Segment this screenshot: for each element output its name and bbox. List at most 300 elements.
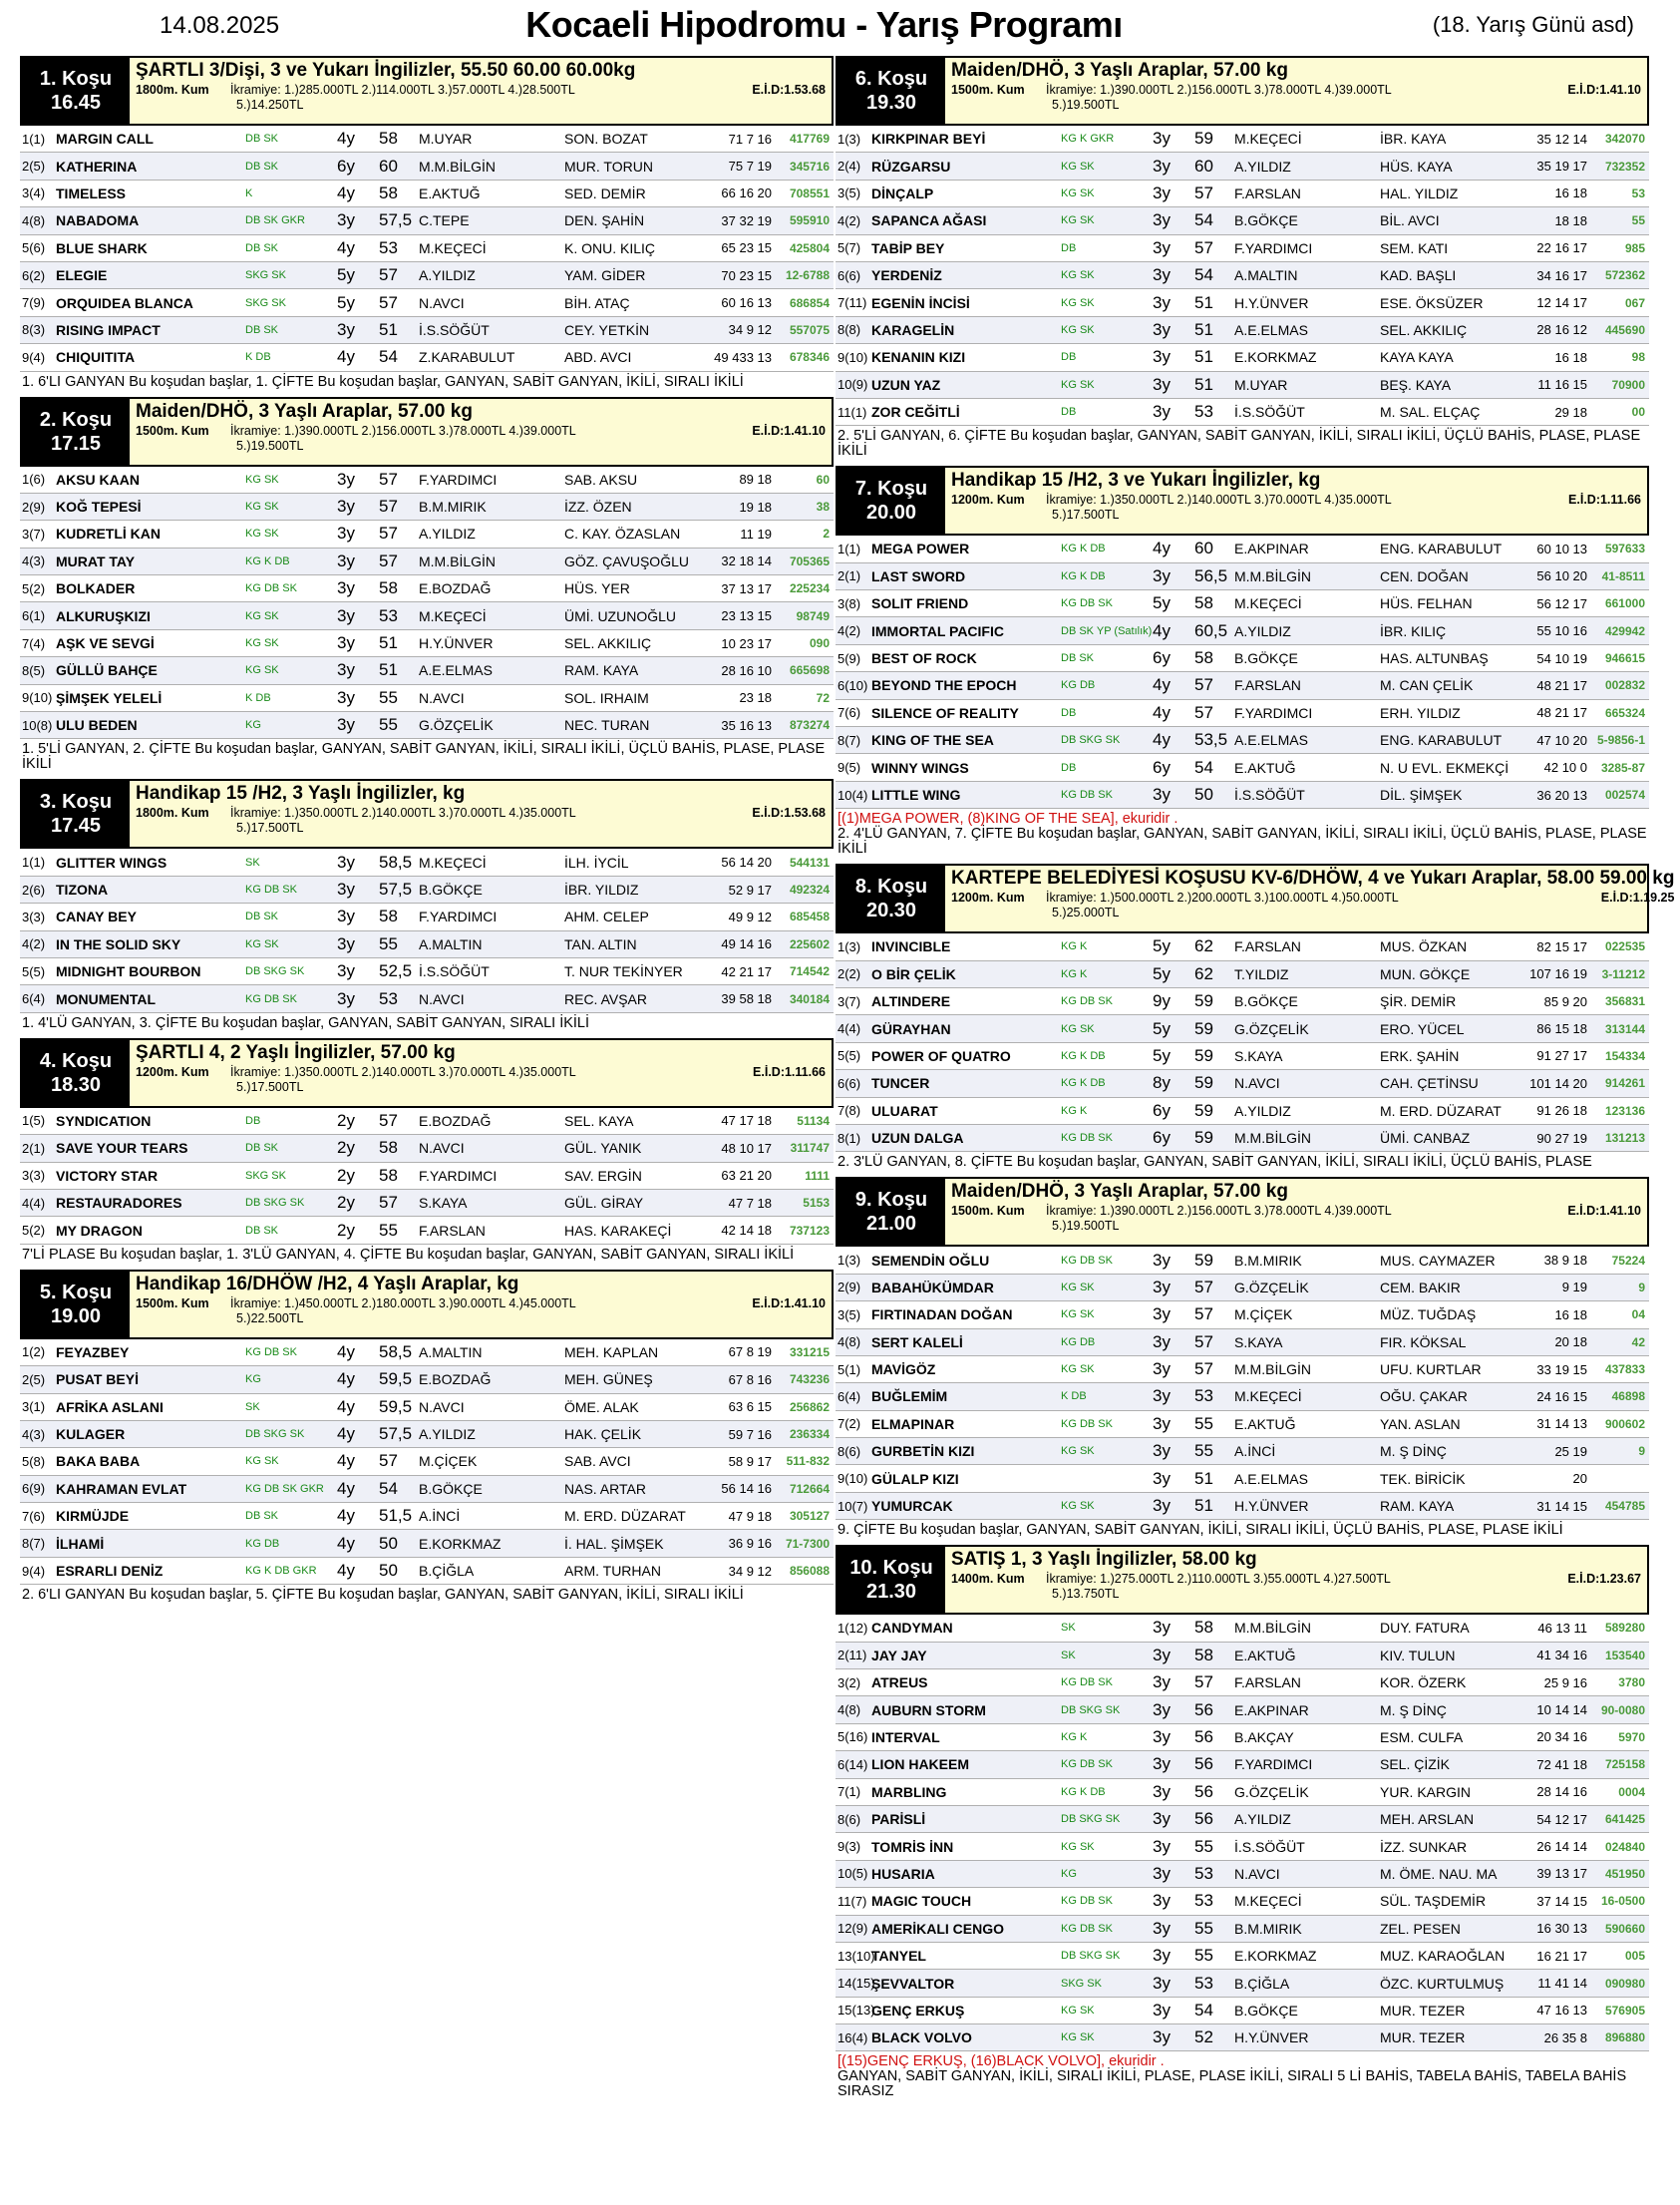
equipment: DB SK — [245, 323, 279, 336]
equipment: KG K DB — [245, 554, 290, 567]
jockey-name: F.ARSLAN — [1234, 938, 1301, 955]
horse-stats: 37 13 17 — [721, 580, 772, 596]
horse-table — [20, 126, 834, 372]
horse-name[interactable]: JAY JAY — [871, 1647, 927, 1663]
horse-name[interactable]: PARİSLİ — [871, 1811, 926, 1828]
horse-name[interactable]: MIDNIGHT BOURBON — [56, 963, 201, 980]
horse-name[interactable]: IMMORTAL PACIFIC — [871, 622, 1004, 639]
table-row[interactable] — [20, 181, 834, 207]
race-details — [951, 1203, 1641, 1219]
table-row[interactable] — [20, 521, 834, 548]
horse-name[interactable]: WINNY WINGS — [871, 759, 969, 776]
table-row[interactable] — [20, 1339, 834, 1366]
table-row[interactable] — [20, 153, 834, 180]
horse-name[interactable]: MEGA POWER — [871, 541, 970, 557]
horse-stats: 54 10 19 — [1536, 650, 1587, 666]
horse-name[interactable]: BEYOND THE EPOCH — [871, 677, 1017, 694]
horse-stats: 10 14 14 — [1536, 1702, 1587, 1718]
table-row[interactable] — [836, 700, 1649, 727]
equipment: SK — [245, 856, 260, 869]
trainer-name: C. KAY. ÖZASLAN — [564, 526, 681, 543]
horse-age: 4y — [337, 129, 355, 149]
horse-name[interactable]: ŞEVVALTOR — [871, 1975, 955, 1992]
horse-age: 6y — [337, 156, 355, 176]
table-row[interactable] — [20, 1558, 834, 1585]
horse-name[interactable]: YERDENİZ — [871, 267, 942, 284]
horse-name[interactable]: ELMAPINAR — [871, 1415, 955, 1432]
horse-name[interactable]: HUSARIA — [871, 1865, 935, 1882]
table-row[interactable] — [20, 1394, 834, 1421]
horse-weight: 53 — [1194, 1386, 1213, 1406]
horse-name[interactable]: BEST OF ROCK — [871, 650, 977, 667]
horse-name[interactable]: KATHERINA — [56, 158, 138, 175]
horse-name[interactable]: ZOR CEĞİTLİ — [871, 404, 960, 421]
jockey-name: A.YILDIZ — [1234, 158, 1291, 175]
last-form: 946615 — [1604, 651, 1645, 666]
horse-name[interactable]: AŞK VE SEVGİ — [56, 635, 155, 652]
table-row[interactable] — [836, 1861, 1649, 1888]
horse-name[interactable]: SEMENDİN OĞLU — [871, 1252, 990, 1269]
table-row[interactable] — [836, 782, 1649, 809]
ekuri-note: [(1)MEGA POWER, (8)KING OF THE SEA], ekuridir . — [838, 811, 1178, 828]
table-row[interactable] — [20, 289, 834, 316]
horse-name[interactable]: AKSU KAAN — [56, 471, 140, 488]
table-row[interactable] — [20, 1366, 834, 1393]
table-row[interactable] — [20, 1135, 834, 1162]
horse-weight: 54 — [1194, 265, 1213, 285]
jockey-name: F.YARDIMCI — [419, 471, 498, 488]
horse-name[interactable]: GÜLLÜ BAHÇE — [56, 662, 158, 679]
horse-age: 2y — [337, 1193, 355, 1213]
table-row[interactable] — [836, 1070, 1649, 1097]
table-row[interactable] — [20, 494, 834, 521]
jockey-name: E.AKTUĞ — [1234, 1647, 1296, 1663]
table-row[interactable] — [836, 262, 1649, 289]
table-row[interactable] — [836, 1643, 1649, 1669]
table-row[interactable] — [836, 1724, 1649, 1751]
last-form: 153540 — [1604, 1648, 1645, 1662]
equipment: KG K GKR — [1061, 133, 1115, 146]
horse-name[interactable]: IN THE SOLID SKY — [56, 935, 181, 952]
table-row[interactable] — [836, 344, 1649, 371]
horse-weight: 57 — [1194, 1672, 1213, 1692]
horse-name[interactable]: SYNDICATION — [56, 1112, 152, 1129]
horse-name[interactable]: KIRMÜJDE — [56, 1508, 130, 1525]
trainer-name: M. ERD. DÜZARAT — [564, 1508, 686, 1525]
horse-name[interactable]: MAVİGÖZ — [871, 1361, 936, 1378]
horse-name[interactable]: UZUN DALGA — [871, 1130, 964, 1147]
horse-name[interactable]: GENÇ ERKUŞ — [871, 2002, 965, 2019]
horse-name[interactable]: TIMELESS — [56, 184, 127, 201]
horse-name[interactable]: BUĞLEMİM — [871, 1388, 948, 1405]
table-row[interactable] — [836, 153, 1649, 180]
table-row[interactable] — [20, 1503, 834, 1530]
horse-weight: 58 — [379, 578, 398, 598]
horse-name[interactable]: LITTLE WING — [871, 787, 961, 803]
horse-name[interactable]: MY DRAGON — [56, 1222, 143, 1239]
horse-name[interactable]: O BİR ÇELİK — [871, 965, 956, 982]
table-row[interactable] — [836, 1970, 1649, 1997]
table-row[interactable] — [836, 645, 1649, 672]
horse-name[interactable]: TABİP BEY — [871, 239, 945, 256]
table-row[interactable] — [836, 1493, 1649, 1520]
race-time: 17.45 — [50, 815, 102, 838]
horse-name[interactable]: BABAHÜKÜMDAR — [871, 1279, 994, 1295]
table-row[interactable] — [836, 1998, 1649, 2024]
horse-stats: 59 7 16 — [728, 1426, 772, 1442]
horse-table — [836, 933, 1649, 1152]
horse-name[interactable]: KARAGELİN — [871, 321, 955, 338]
table-row[interactable] — [20, 1476, 834, 1503]
table-row[interactable] — [20, 575, 834, 602]
table-row[interactable] — [20, 262, 834, 289]
horse-name[interactable]: KIRKPINAR BEYİ — [871, 131, 986, 148]
table-row[interactable] — [20, 549, 834, 575]
horse-name[interactable]: CANDYMAN — [871, 1620, 953, 1637]
horse-name[interactable]: MARGIN CALL — [56, 131, 154, 148]
table-row[interactable] — [836, 1669, 1649, 1696]
horse-name[interactable]: INVINCIBLE — [871, 938, 951, 955]
horse-number: 9(5) — [838, 760, 861, 776]
table-row[interactable] — [20, 1217, 834, 1244]
table-row[interactable] — [836, 1275, 1649, 1301]
horse-age: 3y — [337, 633, 355, 653]
horse-name[interactable]: CANAY BEY — [56, 909, 137, 925]
horse-weight: 52,5 — [379, 961, 413, 981]
horse-name[interactable]: GURBETİN KIZI — [871, 1443, 975, 1460]
horse-age: 3y — [1153, 785, 1171, 804]
horse-name[interactable]: TUNCER — [871, 1075, 930, 1092]
jockey-name: Z.KARABULUT — [419, 349, 515, 366]
jockey-name: B.GÖKÇE — [1234, 212, 1298, 229]
race-record: E.İ.D:1.53.68 — [752, 83, 826, 97]
horse-name[interactable]: KOĞ TEPESİ — [56, 499, 142, 516]
table-row[interactable] — [20, 467, 834, 494]
horse-name[interactable]: SAVE YOUR TEARS — [56, 1140, 188, 1157]
last-form: 737123 — [789, 1223, 830, 1238]
trainer-name: YUR. KARGIN — [1380, 1783, 1472, 1800]
horse-name[interactable]: YUMURCAK — [871, 1498, 953, 1515]
horse-name[interactable]: MAGIC TOUCH — [871, 1893, 972, 1910]
table-row[interactable] — [836, 399, 1649, 426]
horse-name[interactable]: CHIQUITITA — [56, 349, 136, 366]
horse-name[interactable]: INTERVAL — [871, 1728, 940, 1745]
horse-age: 3y — [1153, 210, 1171, 230]
race-number-box — [838, 1179, 945, 1245]
horse-stats: 56 10 20 — [1536, 568, 1587, 584]
table-row[interactable] — [20, 1421, 834, 1448]
race-info — [130, 1040, 832, 1106]
table-row[interactable] — [836, 1833, 1649, 1860]
horse-name[interactable]: ULU BEDEN — [56, 717, 138, 734]
table-row[interactable] — [836, 1301, 1649, 1328]
table-row[interactable] — [20, 712, 834, 739]
horse-name[interactable]: KENANIN KIZI — [871, 349, 966, 366]
jockey-name: T.YILDIZ — [1234, 965, 1289, 982]
trainer-name: ERO. YÜCEL — [1380, 1020, 1465, 1037]
table-row[interactable] — [20, 1163, 834, 1190]
horse-name[interactable]: KAHRAMAN EVLAT — [56, 1480, 187, 1497]
horse-stats: 63 6 15 — [728, 1399, 772, 1415]
horse-name[interactable]: RISING IMPACT — [56, 321, 161, 338]
trainer-name: ESM. CULFA — [1380, 1728, 1464, 1745]
horse-name[interactable]: BAKA BABA — [56, 1453, 141, 1470]
horse-name[interactable]: VICTORY STAR — [56, 1167, 159, 1184]
trainer-name: MUR. TEZER — [1380, 2029, 1466, 2046]
horse-stats: 91 26 18 — [1536, 1103, 1587, 1119]
table-row[interactable] — [836, 235, 1649, 262]
horse-name[interactable]: ORQUIDEA BLANCA — [56, 294, 193, 311]
horse-number: 5(8) — [22, 1453, 46, 1469]
equipment: DB — [1061, 406, 1077, 419]
horse-name[interactable]: EGENİN İNCİSİ — [871, 294, 970, 311]
horse-number: 7(4) — [22, 635, 46, 651]
trainer-name: MEH. GÜNEŞ — [564, 1371, 653, 1388]
table-row[interactable] — [20, 931, 834, 958]
horse-name[interactable]: LAST SWORD — [871, 567, 966, 584]
horse-age: 3y — [1153, 1973, 1171, 1993]
horse-stats: 35 19 17 — [1536, 159, 1587, 175]
horse-name[interactable]: KUDRETLİ KAN — [56, 526, 161, 543]
horse-name[interactable]: UZUN YAZ — [871, 376, 941, 393]
trainer-name: M. CAN ÇELİK — [1380, 677, 1474, 694]
betting-note: 1. 4'LÜ GANYAN, 3. ÇİFTE Bu koşudan başlar, GANYAN, SABİT GANYAN, SIRALI İKİLİ — [22, 1014, 590, 1031]
table-row[interactable] — [836, 2024, 1649, 2051]
table-row[interactable] — [836, 727, 1649, 754]
table-row[interactable] — [20, 1190, 834, 1217]
horse-name[interactable]: SOLIT FRIEND — [871, 595, 969, 612]
table-row[interactable] — [836, 1411, 1649, 1438]
equipment: DB SK GKR — [245, 214, 305, 227]
horse-name[interactable]: POWER OF QUATRO — [871, 1047, 1011, 1064]
trainer-name: AHM. CELEP — [564, 909, 649, 925]
horse-stats: 47 10 20 — [1536, 732, 1587, 748]
horse-name[interactable]: DİNÇALP — [871, 184, 934, 201]
table-row[interactable] — [836, 1383, 1649, 1410]
horse-name[interactable]: FEYAZBEY — [56, 1343, 130, 1360]
trainer-name: ERK. ŞAHİN — [1380, 1047, 1460, 1064]
horse-name[interactable]: LION HAKEEM — [871, 1756, 969, 1773]
last-form: 75224 — [1611, 1253, 1645, 1268]
horse-age: 6y — [1153, 1100, 1171, 1120]
table-row[interactable] — [836, 754, 1649, 781]
horse-weight: 54 — [1194, 757, 1213, 777]
horse-name[interactable]: SILENCE OF REALITY — [871, 704, 1019, 721]
table-row[interactable] — [836, 1438, 1649, 1465]
table-row[interactable] — [836, 563, 1649, 590]
race-notes — [20, 372, 834, 394]
table-row[interactable] — [836, 1098, 1649, 1125]
table-row[interactable] — [836, 289, 1649, 316]
horse-name[interactable]: İLHAMİ — [56, 1535, 105, 1552]
table-row[interactable] — [836, 988, 1649, 1015]
horse-name[interactable]: KULAGER — [56, 1426, 126, 1443]
race-number: 3. Koşu — [39, 791, 113, 814]
last-form: 9 — [1638, 1280, 1645, 1294]
horse-name[interactable]: MURAT TAY — [56, 552, 136, 569]
table-row[interactable] — [836, 1916, 1649, 1943]
table-row[interactable] — [20, 849, 834, 876]
horse-name[interactable]: SERT KALELİ — [871, 1333, 963, 1350]
table-row[interactable] — [20, 657, 834, 684]
horse-number: 6(6) — [838, 1075, 861, 1091]
table-row[interactable] — [836, 617, 1649, 644]
table-row[interactable] — [836, 1247, 1649, 1274]
trainer-name: ERH. YILDIZ — [1380, 704, 1461, 721]
horse-age: 3y — [1153, 1918, 1171, 1938]
horse-name[interactable]: AMERİKALI CENGO — [871, 1920, 1004, 1937]
table-row[interactable] — [20, 904, 834, 930]
last-form: 873274 — [789, 718, 830, 733]
equipment: KG DB SK — [1061, 1132, 1113, 1145]
horse-name[interactable]: GÜLALP KIZI — [871, 1470, 959, 1487]
horse-weight: 59,5 — [379, 1369, 413, 1389]
trainer-name: MÜZ. TUĞDAŞ — [1380, 1306, 1477, 1323]
trainer-name: ÖZC. KURTULMUŞ — [1380, 1975, 1505, 1992]
table-row[interactable] — [836, 672, 1649, 699]
horse-name[interactable]: BOLKADER — [56, 580, 136, 597]
horse-number: 5(5) — [838, 1048, 861, 1064]
horse-name[interactable]: BLACK VOLVO — [871, 2029, 972, 2046]
table-row[interactable] — [20, 317, 834, 344]
last-form: 3780 — [1618, 1675, 1645, 1690]
horse-age: 4y — [1153, 620, 1171, 640]
table-row[interactable] — [20, 685, 834, 712]
last-form: 55 — [1631, 213, 1645, 228]
race-record: E.İ.D:1.11.66 — [1568, 493, 1641, 508]
horse-number: 3(7) — [22, 526, 46, 542]
last-form: 417769 — [789, 132, 830, 147]
last-form: 576905 — [1604, 2003, 1645, 2018]
table-row[interactable] — [20, 958, 834, 985]
horse-name[interactable]: PUSAT BEYİ — [56, 1371, 139, 1388]
equipment: KG K DB — [1061, 1785, 1106, 1798]
horse-weight: 51 — [379, 633, 398, 653]
horse-name[interactable]: MARBLING — [871, 1783, 947, 1800]
horse-name[interactable]: BLUE SHARK — [56, 239, 148, 256]
table-row[interactable] — [20, 1448, 834, 1475]
table-row[interactable] — [20, 877, 834, 904]
horse-stats: 63 21 20 — [721, 1168, 772, 1184]
table-row[interactable] — [836, 1356, 1649, 1383]
betting-note: 9. ÇİFTE Bu koşudan başlar, GANYAN, SABİT GANYAN, İKİLİ, SIRALI İKİLİ, ÜÇLÜ BAHİS, PLASE, PLASE İKİLİ — [838, 1522, 1563, 1539]
table-row[interactable] — [836, 1615, 1649, 1642]
race-distance: 1800m. Kum — [136, 806, 209, 821]
equipment: KG SK — [1061, 1281, 1095, 1293]
horse-weight: 56 — [1194, 1754, 1213, 1774]
horse-name[interactable]: RESTAURADORES — [56, 1195, 182, 1212]
trainer-name: K. ONU. KILIÇ — [564, 239, 656, 256]
table-row[interactable] — [20, 1530, 834, 1557]
horse-name[interactable]: SAPANCA AĞASI — [871, 212, 987, 229]
jockey-name: M.KEÇECİ — [419, 607, 487, 624]
horse-name[interactable]: GÜRAYHAN — [871, 1020, 951, 1037]
table-row[interactable] — [836, 1806, 1649, 1833]
horse-age: 3y — [1153, 237, 1171, 257]
horse-name[interactable]: RÜZGARSU — [871, 158, 951, 175]
table-row[interactable] — [836, 1329, 1649, 1356]
table-row[interactable] — [20, 235, 834, 262]
horse-number: 15(13) — [838, 2003, 875, 2019]
jockey-name: H.Y.ÜNVER — [1234, 2029, 1309, 2046]
table-row[interactable] — [836, 1888, 1649, 1915]
table-row[interactable] — [20, 344, 834, 371]
table-row[interactable] — [836, 1943, 1649, 1970]
horse-name[interactable]: TANYEL — [871, 1948, 926, 1965]
horse-name[interactable]: TIZONA — [56, 882, 109, 898]
race-details — [951, 890, 1674, 906]
table-row[interactable] — [836, 1465, 1649, 1492]
table-row[interactable] — [836, 126, 1649, 153]
table-row[interactable] — [836, 207, 1649, 234]
last-form: 72 — [816, 690, 830, 705]
horse-name[interactable]: ATREUS — [871, 1674, 928, 1691]
table-row[interactable] — [836, 933, 1649, 960]
horse-name[interactable]: ŞİMŞEK YELELİ — [56, 689, 163, 706]
last-form: 311747 — [790, 1141, 830, 1156]
table-row[interactable] — [20, 630, 834, 657]
horse-age: 9y — [1153, 991, 1171, 1011]
horse-name[interactable]: GLITTER WINGS — [56, 854, 168, 871]
table-row[interactable] — [836, 1751, 1649, 1778]
horse-age: 3y — [1153, 2027, 1171, 2047]
horse-name[interactable]: AUBURN STORM — [871, 1701, 986, 1718]
horse-table — [836, 126, 1649, 426]
horse-name[interactable]: ESRARLI DENİZ — [56, 1563, 164, 1580]
table-row[interactable] — [836, 372, 1649, 399]
table-row[interactable] — [836, 1043, 1649, 1070]
table-row[interactable] — [836, 590, 1649, 617]
horse-weight: 51 — [1194, 1468, 1213, 1488]
horse-name[interactable]: TOMRİS İNN — [871, 1838, 954, 1855]
horse-name[interactable]: FIRTINADAN DOĞAN — [871, 1306, 1013, 1323]
horse-number: 13(10) — [838, 1948, 875, 1964]
race-info — [945, 1179, 1647, 1245]
table-row[interactable] — [836, 1015, 1649, 1042]
table-row[interactable] — [20, 602, 834, 629]
table-row[interactable] — [836, 536, 1649, 562]
horse-name[interactable]: ALKURUŞKIZI — [56, 607, 151, 624]
table-row[interactable] — [836, 181, 1649, 207]
horse-name[interactable]: ALTINDERE — [871, 993, 951, 1010]
table-row[interactable] — [836, 961, 1649, 988]
table-row[interactable] — [20, 126, 834, 153]
table-row[interactable] — [20, 1108, 834, 1135]
table-row[interactable] — [836, 317, 1649, 344]
horse-name[interactable]: MONUMENTAL — [56, 990, 157, 1007]
race-number-box — [838, 468, 945, 534]
trainer-name: TAN. ALTIN — [564, 935, 637, 952]
ekuri-note: [(15)GENÇ ERKUŞ, (16)BLACK VOLVO], ekuridir . — [838, 2053, 1165, 2070]
horse-stats: 11 19 — [740, 526, 772, 542]
table-row[interactable] — [20, 985, 834, 1012]
horse-name[interactable]: ULUARAT — [871, 1102, 938, 1119]
horse-name[interactable]: NABADOMA — [56, 212, 140, 229]
horse-age: 3y — [1153, 1863, 1171, 1883]
horse-name[interactable]: ELEGIE — [56, 267, 108, 284]
horse-name[interactable]: AFRİKA ASLANI — [56, 1398, 164, 1415]
table-row[interactable] — [836, 1696, 1649, 1723]
horse-age: 4y — [337, 1561, 355, 1581]
trainer-name: SEL. ÇİZİK — [1380, 1756, 1451, 1773]
last-form: 712664 — [789, 1481, 830, 1496]
table-row[interactable] — [20, 207, 834, 234]
horse-name[interactable]: KING OF THE SEA — [871, 732, 994, 749]
horse-stats: 66 16 20 — [721, 185, 772, 201]
trainer-name: M. SAL. ELÇAÇ — [1380, 404, 1481, 421]
table-row[interactable] — [836, 1125, 1649, 1152]
table-row[interactable] — [836, 1779, 1649, 1806]
